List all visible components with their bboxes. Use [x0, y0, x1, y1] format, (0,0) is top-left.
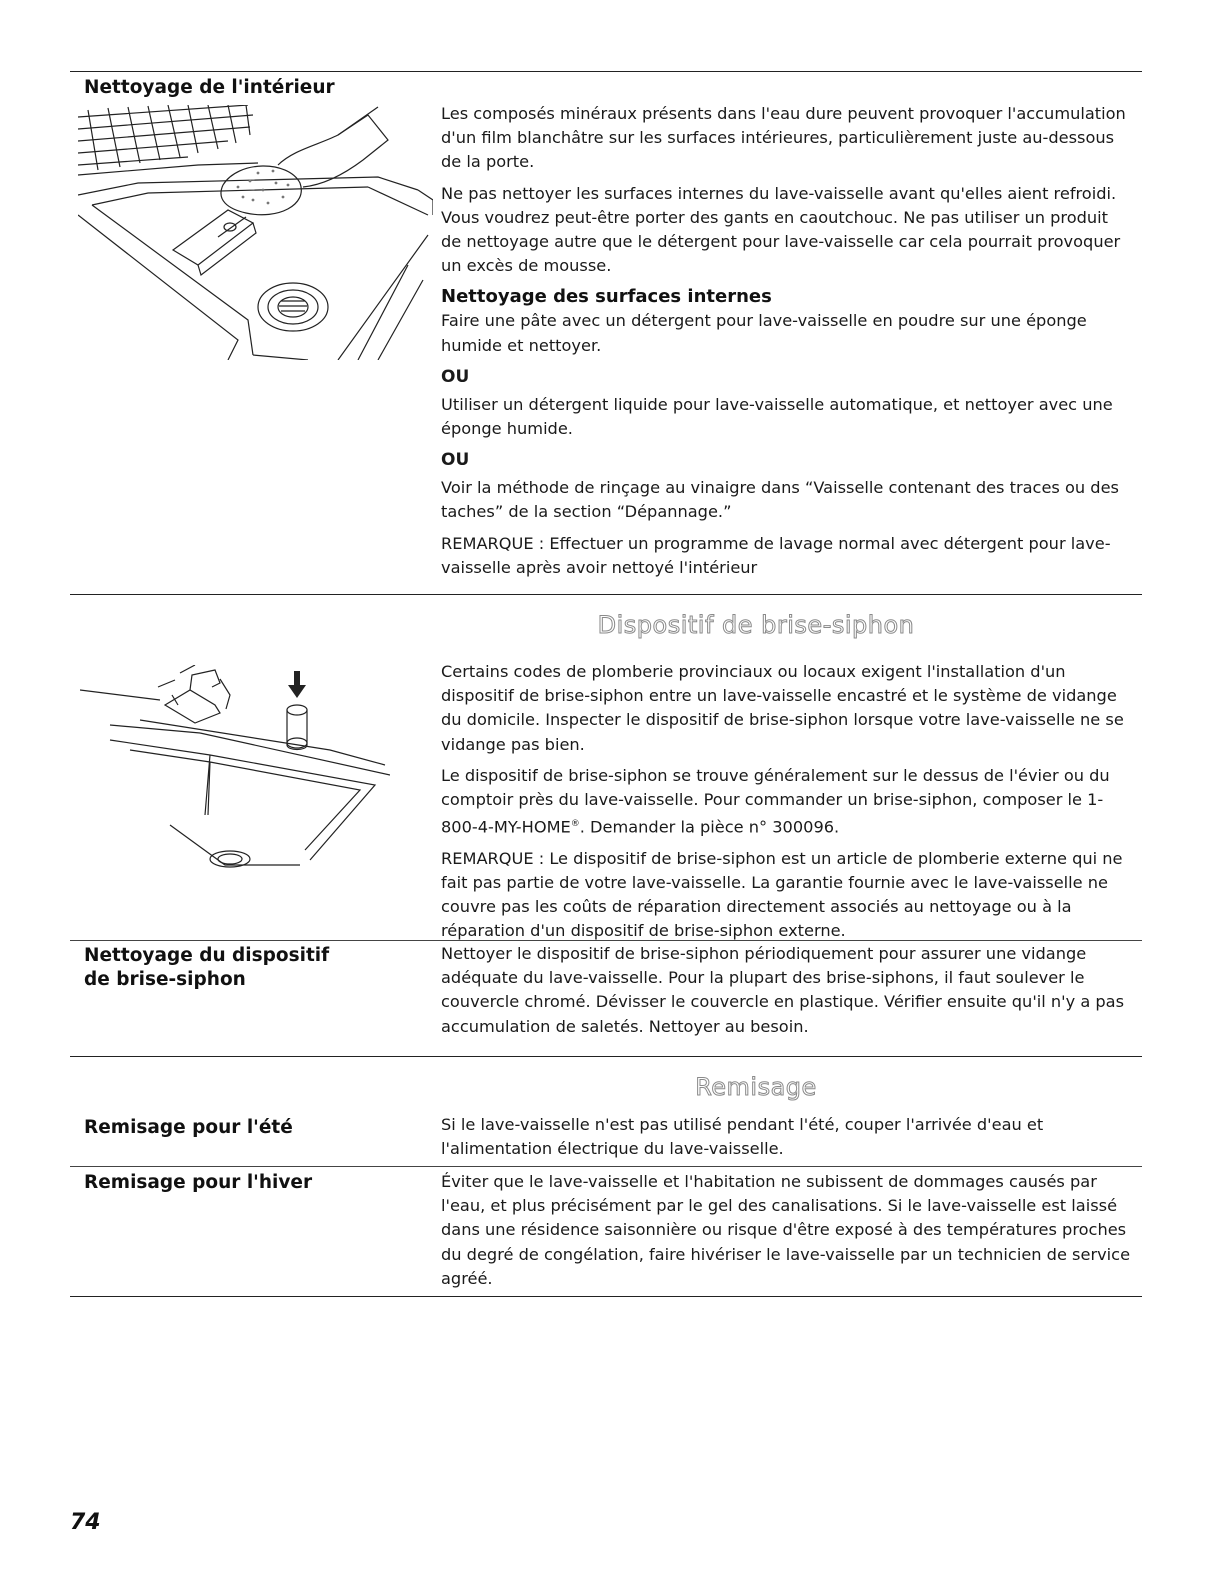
interior-text-column [441, 102, 1131, 587]
interior-paragraph-5: Voir la méthode de rinçage au vinaigre dans “Vaisselle contenant des traces ou des taches” de la section “Dépannage.” [441, 478, 1119, 522]
interior-note: REMARQUE : Effectuer un programme de lavage normal avec détergent pour lave-vaisselle après avoir nettoyé l'intérieur [441, 533, 1111, 577]
airgap-clean-paragraph: Nettoyer le dispositif de brise-siphon périodiquement pour assurer une vidange adéquate du lave-vaisselle. Pour la plupart des brise-siphons, il faut soulever le couvercle chromé. Dévisser le couvercle en plastique. Vérifier ensuite qu'il n'y a pas accumulation de saletés. Nettoyer au besoin. [441, 944, 1125, 1036]
airgap-clean-rule [70, 940, 1142, 941]
storage-rule [70, 1056, 1142, 1057]
airgap-rule [70, 594, 1142, 595]
interior-or-2: OU [441, 450, 470, 471]
airgap-paragraph-2 [441, 764, 1131, 840]
storage-title: Remisage [695, 1073, 817, 1101]
air-gap-sink-illustration [80, 665, 390, 880]
airgap-paragraph-1: Certains codes de plomberie provinciaux ou locaux exigent l'installation d'un dispositif de brise-siphon entre un lave-vaisselle encastré et le système de vidange du domicile. Inspecter le dispositif de brise-siphon lorsque votre lave-vaisselle ne se vidange pas bien. [441, 662, 1124, 754]
winter-storage-rule [70, 1166, 1142, 1167]
summer-storage-heading: Remisage pour l'été [84, 1117, 293, 1138]
interior-paragraph-4: Utiliser un détergent liquide pour lave-vaisselle automatique, et nettoyer avec une éponge humide. [441, 394, 1113, 439]
interior-or-1: OU [441, 366, 470, 387]
winter-storage-paragraph: Éviter que le lave-vaisselle et l'habitation ne subissent de dommages causés par l'eau, et plus précisément par le gel des canalisations. Si le lave-vaisselle est laissé dans une résidence saisonnière ou risque d'être exposé à des températures proches du degré de congélation, faire hivériser le lave-vaisselle par un technicien de service agréé. [441, 1172, 1131, 1288]
summer-storage-text-column [441, 1113, 1131, 1168]
winter-storage-text-column [441, 1170, 1131, 1298]
bottom-rule [70, 1296, 1142, 1297]
summer-storage-paragraph: Si le lave-vaisselle n'est pas utilisé pendant l'été, couper l'arrivée d'eau et l'alimentation électrique du lave-vaisselle. [441, 1115, 1044, 1159]
interior-subheading: Nettoyage des surfaces internes [441, 286, 772, 308]
airgap-clean-heading: Nettoyage du dispositif de brise-siphon [84, 945, 330, 990]
interior-paragraph-3: Faire une pâte avec un détergent pour lave-vaisselle en poudre sur une éponge humide et nettoyer. [441, 311, 1087, 355]
dishwasher-interior-illustration [78, 105, 433, 360]
top-rule [70, 71, 1142, 72]
airgap-text-column [441, 660, 1131, 951]
interior-paragraph-1: Les composés minéraux présents dans l'eau dure peuvent provoquer l'accumulation d'un film blanchâtre sur les surfaces intérieures, particulièrement juste au-dessous de la porte. [441, 104, 1126, 172]
airgap-paragraph-2-text: Le dispositif de brise-siphon se trouve généralement sur le dessus de l'évier ou du comptoir près du lave-vaisselle. Pour commander un brise-siphon, composer le 1-800-4-MY-HOME [441, 765, 1110, 837]
interior-heading: Nettoyage de l'intérieur [84, 77, 335, 98]
airgap-clean-text-column [441, 942, 1131, 1046]
airgap-paragraph-2-end: . Demander la pièce n° 300096. [579, 817, 840, 837]
airgap-title: Dispositif de brise-siphon [597, 611, 915, 639]
registered-mark: ® [570, 819, 580, 830]
winter-storage-heading: Remisage pour l'hiver [84, 1172, 313, 1193]
page-number: 74 [70, 1510, 101, 1535]
airgap-note: REMARQUE : Le dispositif de brise-siphon est un article de plomberie externe qui ne fait pas partie de votre lave-vaisselle. La garantie fournie avec le lave-vaisselle ne couvre pas les coûts de réparation directement associés au nettoyage ou à la réparation d'un dispositif de brise-siphon externe. [441, 848, 1123, 941]
interior-paragraph-2: Ne pas nettoyer les surfaces internes du lave-vaisselle avant qu'elles aient refroidi. Vous voudrez peut-être porter des gants en caoutchouc. Ne pas utiliser un produit de nettoyage autre que le détergent pour lave-vaisselle car cela pourrait provoquer un excès de mousse. [441, 183, 1121, 276]
